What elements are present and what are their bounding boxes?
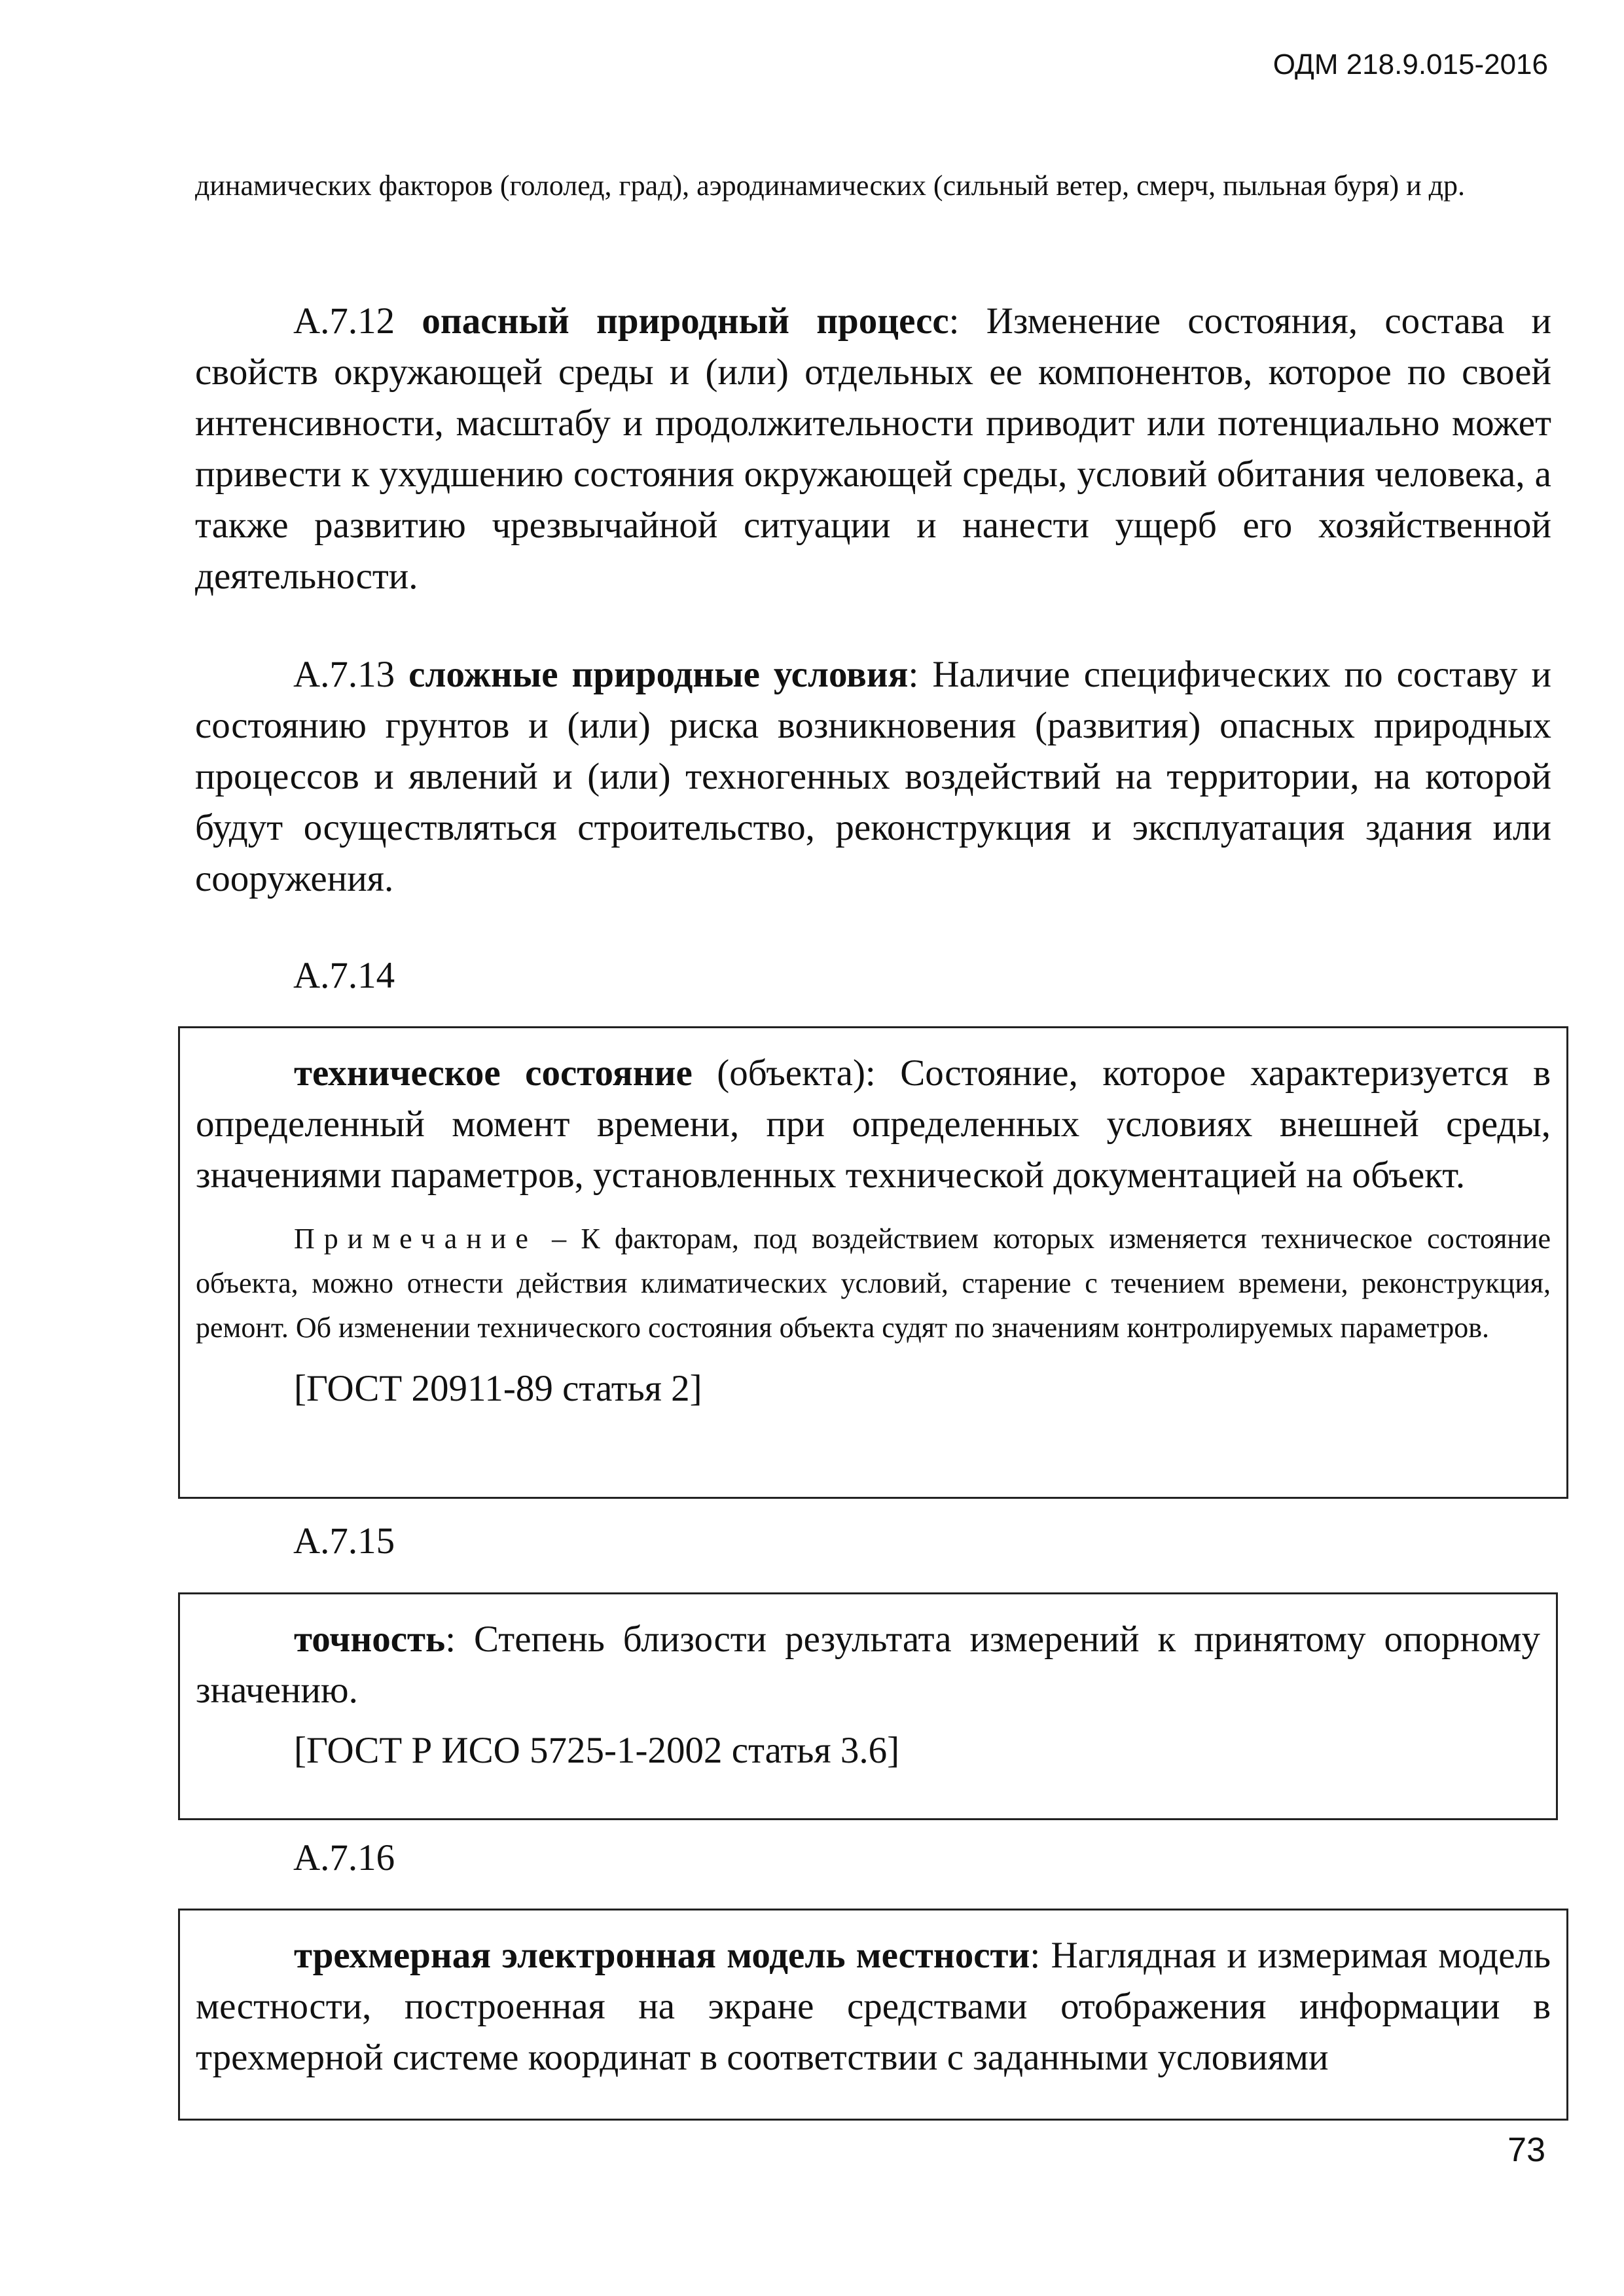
continuation-text: динамических факторов (гололед, град), аэродинамических (сильный ветер, смерч, пыльная буря) и др. [195, 170, 1466, 202]
page-number: 73 [1507, 2131, 1545, 2169]
term-definition-a714 [196, 1048, 1551, 1201]
term-note [196, 1217, 1551, 1350]
note-text: – К факторам, под воздействием которых изменяется техническое состояние объекта, можно отнести действия климатических условий, старение с течением времени, реконструкция, ремонт. Об изменении технического состояния объекта судят по значениям контролируемых параметров. [196, 1223, 1551, 1344]
term-number: А.7.12 [293, 300, 395, 342]
term-frame-a714 [178, 1026, 1568, 1499]
term-definition: : Степень близости результата измерений к принятому опорному значению. [196, 1619, 1540, 1711]
document-code: ОДМ 218.9.015-2016 [1272, 48, 1548, 81]
term-number-a714: А.7.14 [293, 955, 395, 996]
term-frame-a716 [178, 1909, 1568, 2121]
term-name: техническое состояние [294, 1052, 693, 1094]
term-number-a715: А.7.15 [293, 1520, 395, 1562]
note-label: Примечание [294, 1223, 537, 1255]
term-entry-a713 [195, 649, 1551, 905]
term-definition: : Наличие специфических по составу и состоянию грунтов и (или) риска возникновения (развития) опасных природных процессов и явлений и (или) техногенных воздействий на территории, на которой будут осуществляться строительство, реконструкция и эксплуатация здания или сооружения. [195, 654, 1551, 899]
term-definition: : Изменение состояния, состава и свойств окружающей среды и (или) отдельных ее компонентов, которое по своей интенсивности, масштабу и продолжительности приводит или потенциально может привести к ухудшению состояния окружающей среды, условий обитания человека, а также развитию чрезвычайной ситуации и нанести ущерб его хозяйственной деятельности. [195, 300, 1551, 597]
term-name: трехмерная электронная модель местности [294, 1935, 1030, 1976]
term-name: опасный природный процесс [422, 300, 949, 342]
term-number: А.7.13 [293, 654, 395, 695]
term-source: [ГОСТ Р ИСО 5725-1-2002 статья 3.6] [294, 1730, 900, 1771]
term-entry-a712 [195, 296, 1551, 602]
term-name: точность [294, 1619, 446, 1660]
term-definition: : Наглядная и измеримая модель местности, построенная на экране средствами отображения информации в трехмерной системе координат в соответствии с заданными условиями [196, 1935, 1551, 2078]
term-definition-a716 [196, 1930, 1551, 2083]
term-frame-a715 [178, 1592, 1558, 1820]
term-number-a716: А.7.16 [293, 1837, 395, 1878]
term-definition: (объекта): Состояние, которое характеризуется в определенный момент времени, при определенных условиях внешней среды, значениями параметров, установленных технической документацией на объект. [196, 1052, 1551, 1196]
term-definition-a715 [196, 1614, 1540, 1716]
term-source: [ГОСТ 20911-89 статья 2] [294, 1368, 702, 1409]
term-name: сложные природные условия [408, 654, 909, 695]
